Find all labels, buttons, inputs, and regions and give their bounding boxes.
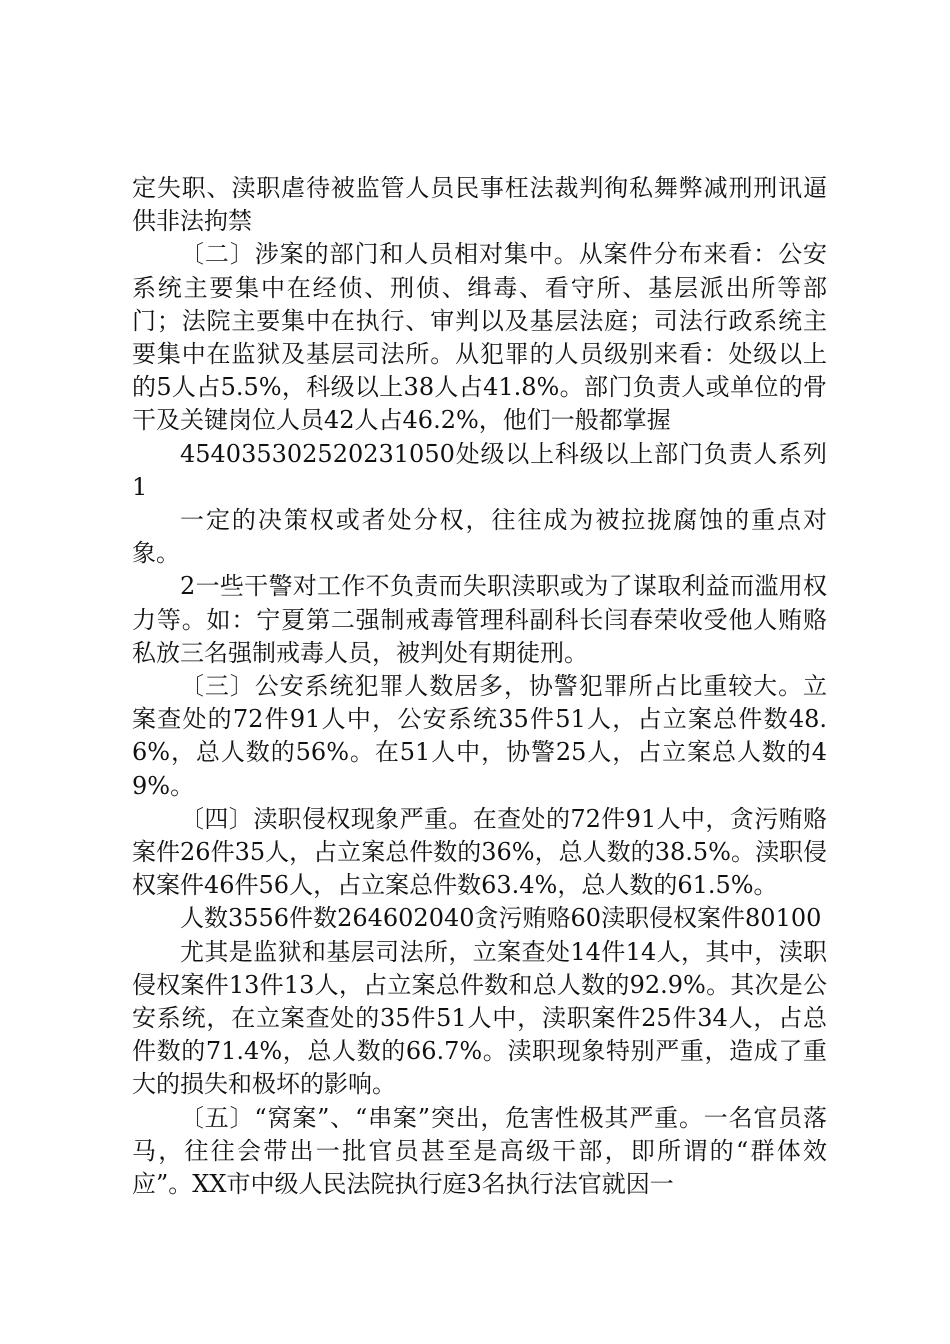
paragraph-chart-residue-two: 人数3556件数264602040贪污贿赂60渎职侵权案件80100	[180, 904, 822, 933]
paragraph-abuse-of-power: 2一些干警对工作不负责而失职渎职或为了谋取利益而滥用权力等。如：宁夏第二强制戒毒管理科副科长闫春荣收受他人贿赂私放三名强制戒毒人员，被判处有期徒刑。	[132, 572, 827, 667]
paragraph-section-four: 〔四〕渎职侵权现象严重。在查处的72件91人中，贪污贿赂案件26件35人，占立案总件数的36%，总人数的38.5%。渎职侵权案件46件56人，占立案总件数63.4%，总人数的61.5%。	[132, 804, 827, 900]
paragraph-chart-residue-one: 454035302520231050处级以上科级以上部门负责人系列1	[132, 439, 827, 501]
paragraph-decision-power: 一定的决策权或者处分权，往往成为被拉拢腐蚀的重点对象。	[132, 506, 827, 568]
paragraph-section-two: 〔二〕涉案的部门和人员相对集中。从案件分布来看：公安系统主要集中在经侦、刑侦、缉毒、看守所、基层派出所等部门；法院主要集中在执行、审判以及基层法庭；司法行政系统主要集中在监狱及基层司法所。从犯罪的人员级别来看：处级以上的5人占5.5%，科级以上38人占41.8%。部门负责人或单位的骨干及关键岗位人员42人占46.2%，他们一般都掌握	[132, 240, 827, 435]
paragraph-offense-list: 定失职、渎职虐待被监管人员民事枉法裁判徇私舞弊减刑刑讯逼供非法拘禁	[132, 174, 827, 236]
document-body	[132, 172, 827, 1201]
paragraph-prison-statistics: 尤其是监狱和基层司法所，立案查处14件14人，其中，渎职侵权案件13件13人，占立案总件数和总人数的92.9%。其次是公安系统，在立案查处的35件51人中，渎职案件25件34人，占总件数的71.4%，总人数的66.7%。渎职现象特别严重，造成了重大的损失和极坏的影响。	[132, 937, 827, 1099]
paragraph-section-five: 〔五〕“窝案”、“串案”突出，危害性极其严重。一名官员落马，往往会带出一批官员甚至是高级干部，即所谓的“群体效应”。XX市中级人民法院执行庭3名执行法官就因一	[132, 1103, 827, 1199]
paragraph-section-three: 〔三〕公安系统犯罪人数居多，协警犯罪所占比重较大。立案查处的72件91人中，公安系统35件51人，占立案总件数48.6%，总人数的56%。在51人中，协警25人，占立案总人数的49%。	[132, 672, 827, 800]
